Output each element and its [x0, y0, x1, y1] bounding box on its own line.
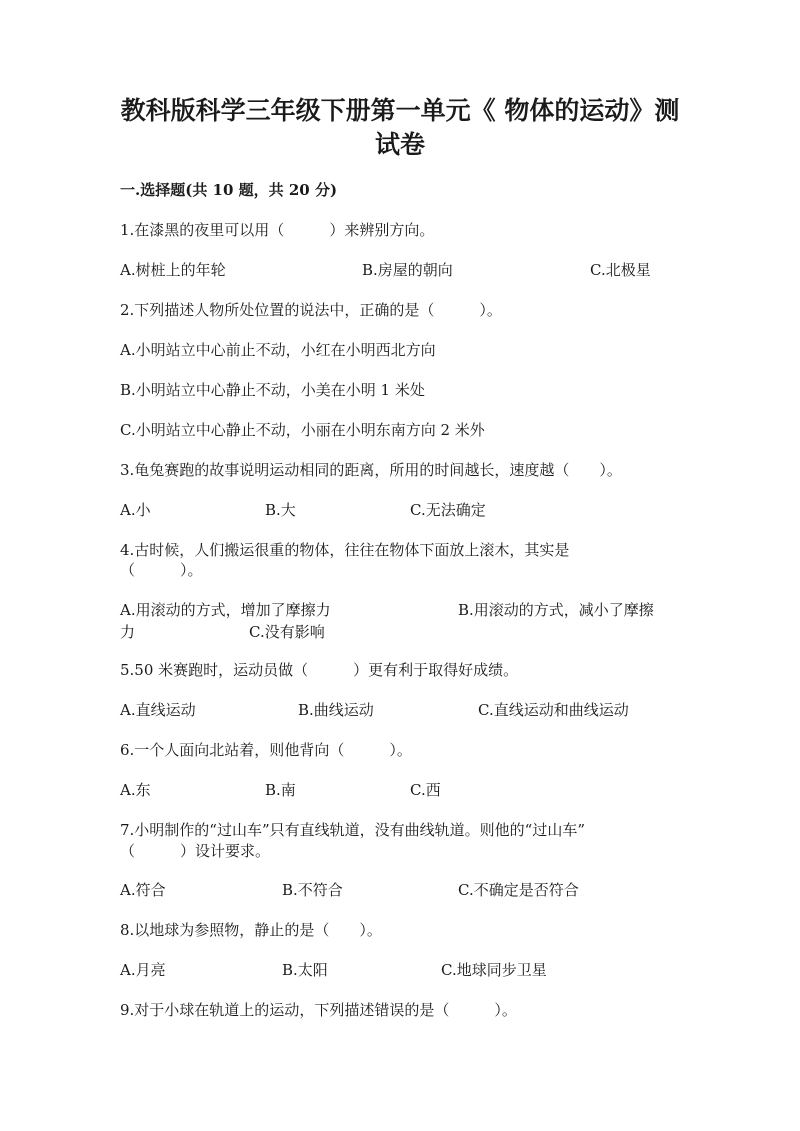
page-title-continued: 试卷	[374, 130, 425, 159]
q7-option-a: A.符合	[120, 881, 166, 899]
question-6: 6.一个人面向北站着，则他背向（ ）。	[120, 741, 412, 759]
q4-option-c: C.没有影响	[249, 623, 325, 641]
q2-option-c: C.小明站立中心静止不动，小丽在小明东南方向 2 米外	[120, 421, 485, 439]
q8-option-c: C.地球同步卫星	[441, 961, 547, 979]
q1-option-c: C.北极星	[590, 261, 651, 279]
q7-option-c: C.不确定是否符合	[458, 881, 579, 899]
question-4: 4.古时候，人们搬运很重的物体，往往在物体下面放上滚木，其实是	[120, 541, 570, 559]
q5-option-c: C.直线运动和曲线运动	[478, 701, 629, 719]
q7-option-b: B.不符合	[282, 881, 343, 899]
question-7: 7.小明制作的“过山车”只有直线轨道，没有曲线轨道。则他的“过山车”	[120, 821, 585, 839]
q6-option-a: A.东	[120, 781, 151, 799]
question-9: 9.对于小球在轨道上的运动，下列描述错误的是（ ）。	[120, 1001, 517, 1019]
q5-option-a: A.直线运动	[120, 701, 196, 719]
q4-option-a: A.用滚动的方式，增加了摩擦力	[120, 601, 331, 619]
section-heading: 一.选择题(共 10 题，共 20 分)	[120, 181, 338, 199]
q8-option-a: A.月亮	[120, 961, 166, 979]
question-7-continued: （ ）设计要求。	[120, 842, 271, 860]
q3-option-a: A.小	[120, 501, 151, 519]
page-title: 教科版科学三年级下册第一单元《 物体的运动》测	[120, 96, 680, 125]
question-8: 8.以地球为参照物，静止的是（ ）。	[120, 921, 382, 939]
q4-option-b: B.用滚动的方式，减小了摩擦	[458, 601, 654, 619]
q8-option-b: B.太阳	[282, 961, 328, 979]
q5-option-b: B.曲线运动	[298, 701, 374, 719]
q3-option-c: C.无法确定	[410, 501, 486, 519]
question-1: 1.在漆黑的夜里可以用（ ）来辨别方向。	[120, 221, 435, 239]
question-5: 5.50 米赛跑时，运动员做（ ）更有利于取得好成绩。	[120, 661, 519, 679]
q1-option-b: B.房屋的朝向	[362, 261, 453, 279]
q2-option-a: A.小明站立中心前止不动，小红在小明西北方向	[120, 341, 436, 359]
question-2: 2.下列描述人物所处位置的说法中，正确的是（ ）。	[120, 301, 502, 319]
q2-option-b: B.小明站立中心静止不动，小美在小明 1 米处	[120, 381, 425, 399]
q3-option-b: B.大	[265, 501, 296, 519]
q4-option-b-continued: 力	[120, 623, 136, 641]
q1-option-a: A.树桩上的年轮	[120, 261, 226, 279]
q6-option-c: C.西	[410, 781, 441, 799]
question-4-continued: （ ）。	[120, 561, 203, 579]
q6-option-b: B.南	[265, 781, 296, 799]
question-3: 3.龟兔赛跑的故事说明运动相同的距离，所用的时间越长，速度越（ ）。	[120, 461, 622, 479]
